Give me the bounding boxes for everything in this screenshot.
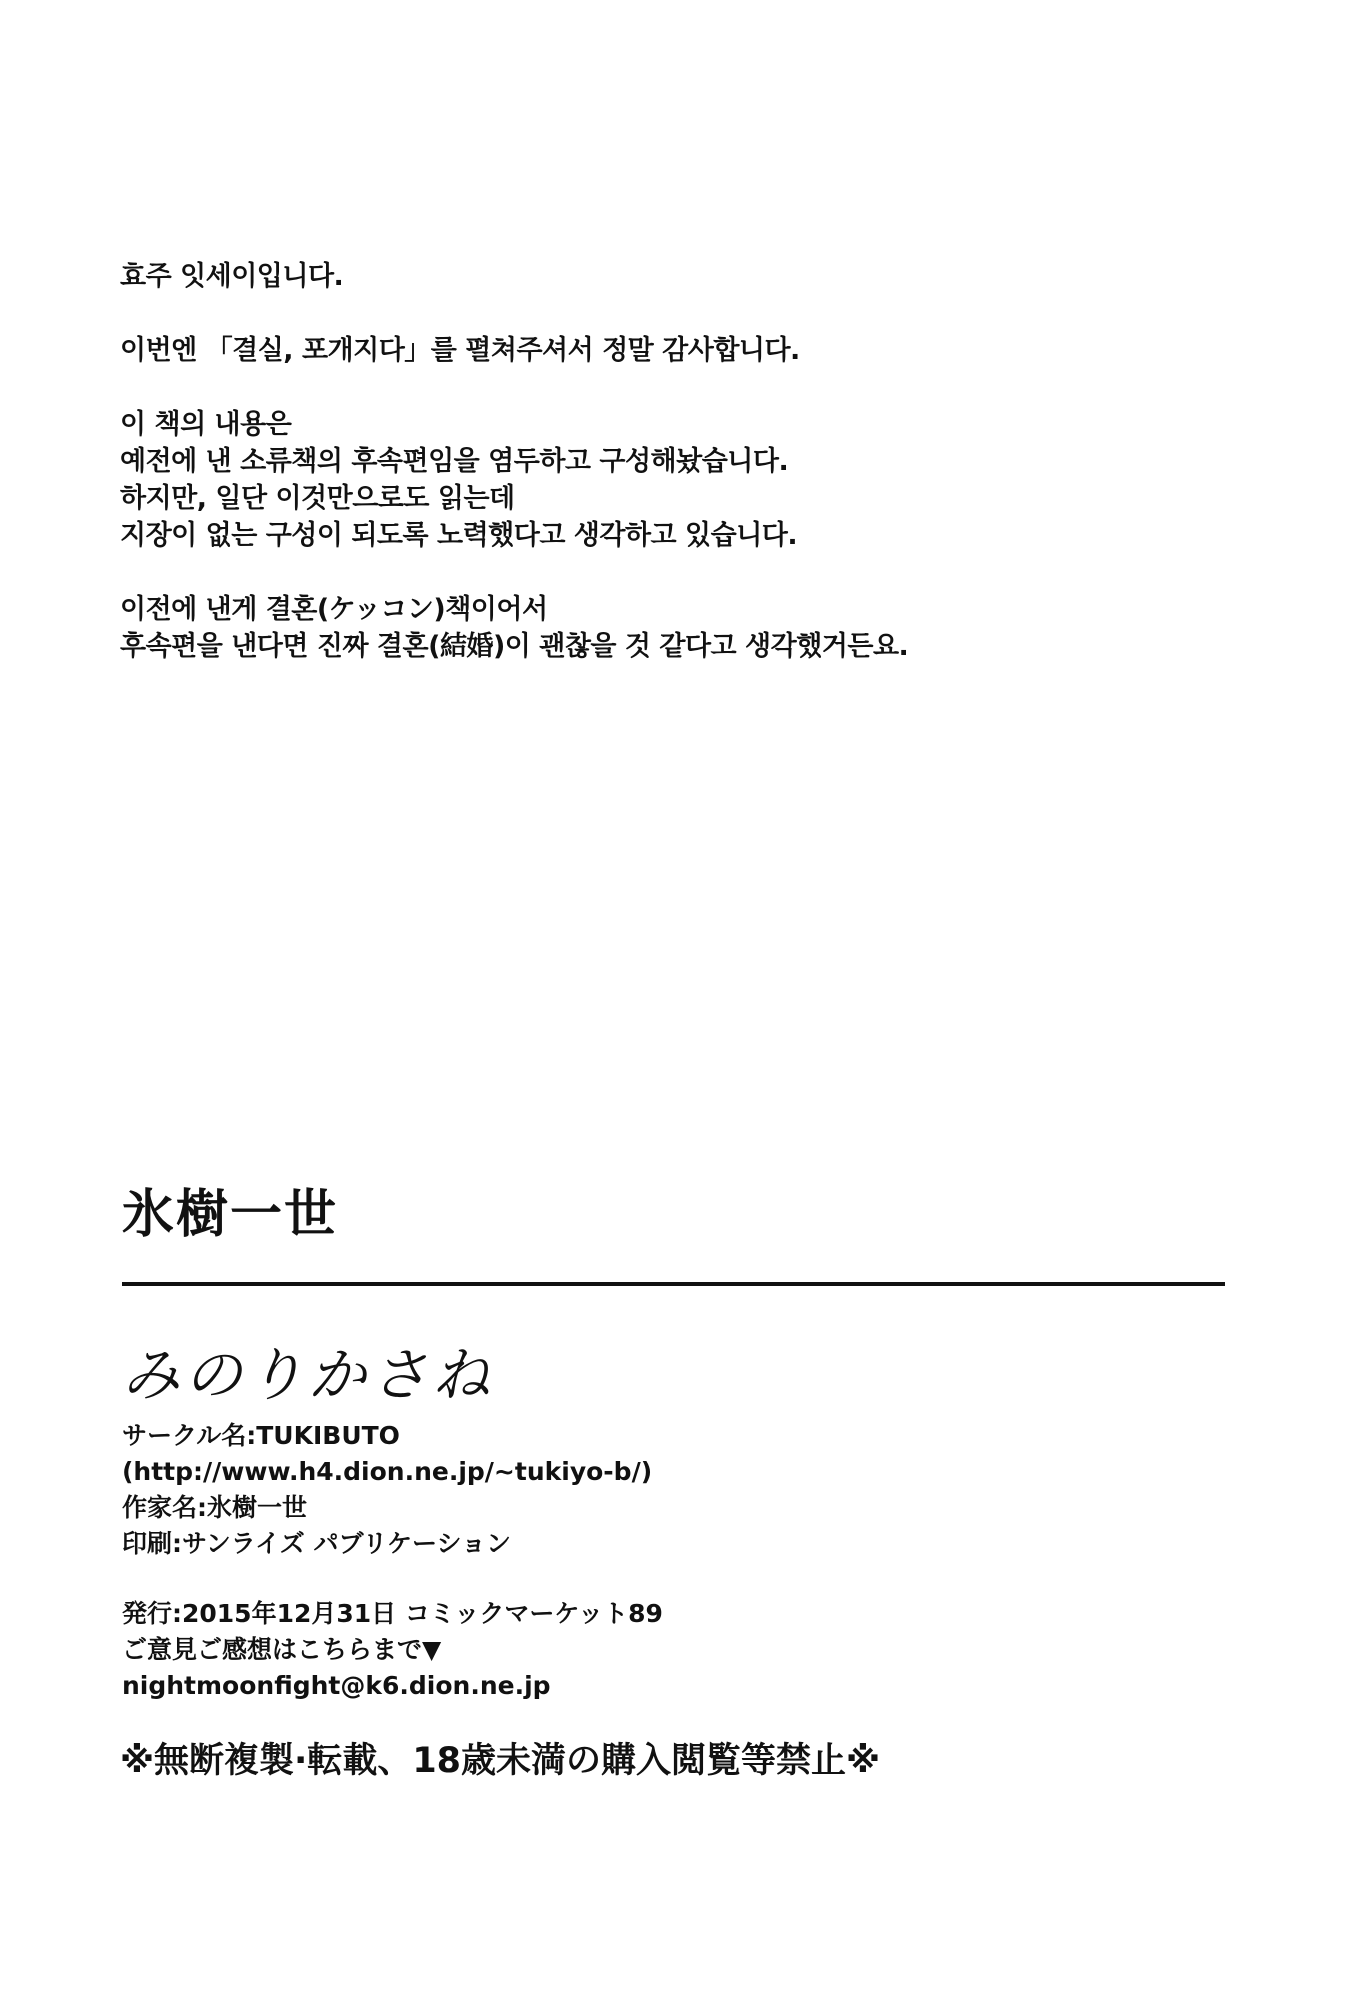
contact-label: ご意見ご感想はこちらまで▼ [122,1635,442,1664]
author-name-heading: 氷樹一世 [122,1185,339,1245]
printer-credit: 印刷:サンライズ パブリケーション [122,1529,511,1558]
afterword-line: 이번엔 「결실, 포개지다」를 펼쳐주셔서 정말 감사합니다. [120,335,800,366]
circle-url: (http://www.h4.dion.ne.jp/~tukiyo-b/) [122,1457,653,1486]
divider-rule [122,1282,1225,1286]
afterword-line: 후속편을 낸다면 진짜 결혼(結婚)이 괜찮을 것 같다고 생각했거든요. [120,631,909,662]
afterword-line: 효주 잇세이입니다. [120,261,344,292]
afterword-line: 이전에 낸게 결혼(ケッコン)책이어서 [120,594,548,625]
circle-name: サークル名:TUKIBUTO [122,1421,400,1450]
afterword-line: 하지만, 일단 이것만으로도 읽는데 [120,483,515,514]
author-credit: 作家名:氷樹一世 [122,1493,307,1522]
afterword-paragraph [120,406,1220,554]
afterword-paragraph [120,591,1220,665]
colophon [122,1418,1222,1704]
afterword-line: 지장이 없는 구성이 되도록 노력했다고 생각하고 있습니다. [120,520,798,551]
spacer [122,1562,1222,1596]
copyright-warning: ※無断複製·転載、18歳未満の購入閲覧等禁止※ [120,1741,881,1781]
afterword-line: 이 책의 내용은 [120,409,292,440]
book-title: みのりかさね [122,1341,495,1409]
afterword-paragraph [120,258,1220,295]
afterword-line: 예전에 낸 소류책의 후속편임을 염두하고 구성해놨습니다. [120,446,789,477]
afterword-paragraph [120,332,1220,369]
afterword-text [120,258,1220,702]
contact-email: nightmoonfight@k6.dion.ne.jp [122,1671,551,1700]
publication-date: 発行:2015年12月31日 コミックマーケット89 [122,1599,663,1628]
